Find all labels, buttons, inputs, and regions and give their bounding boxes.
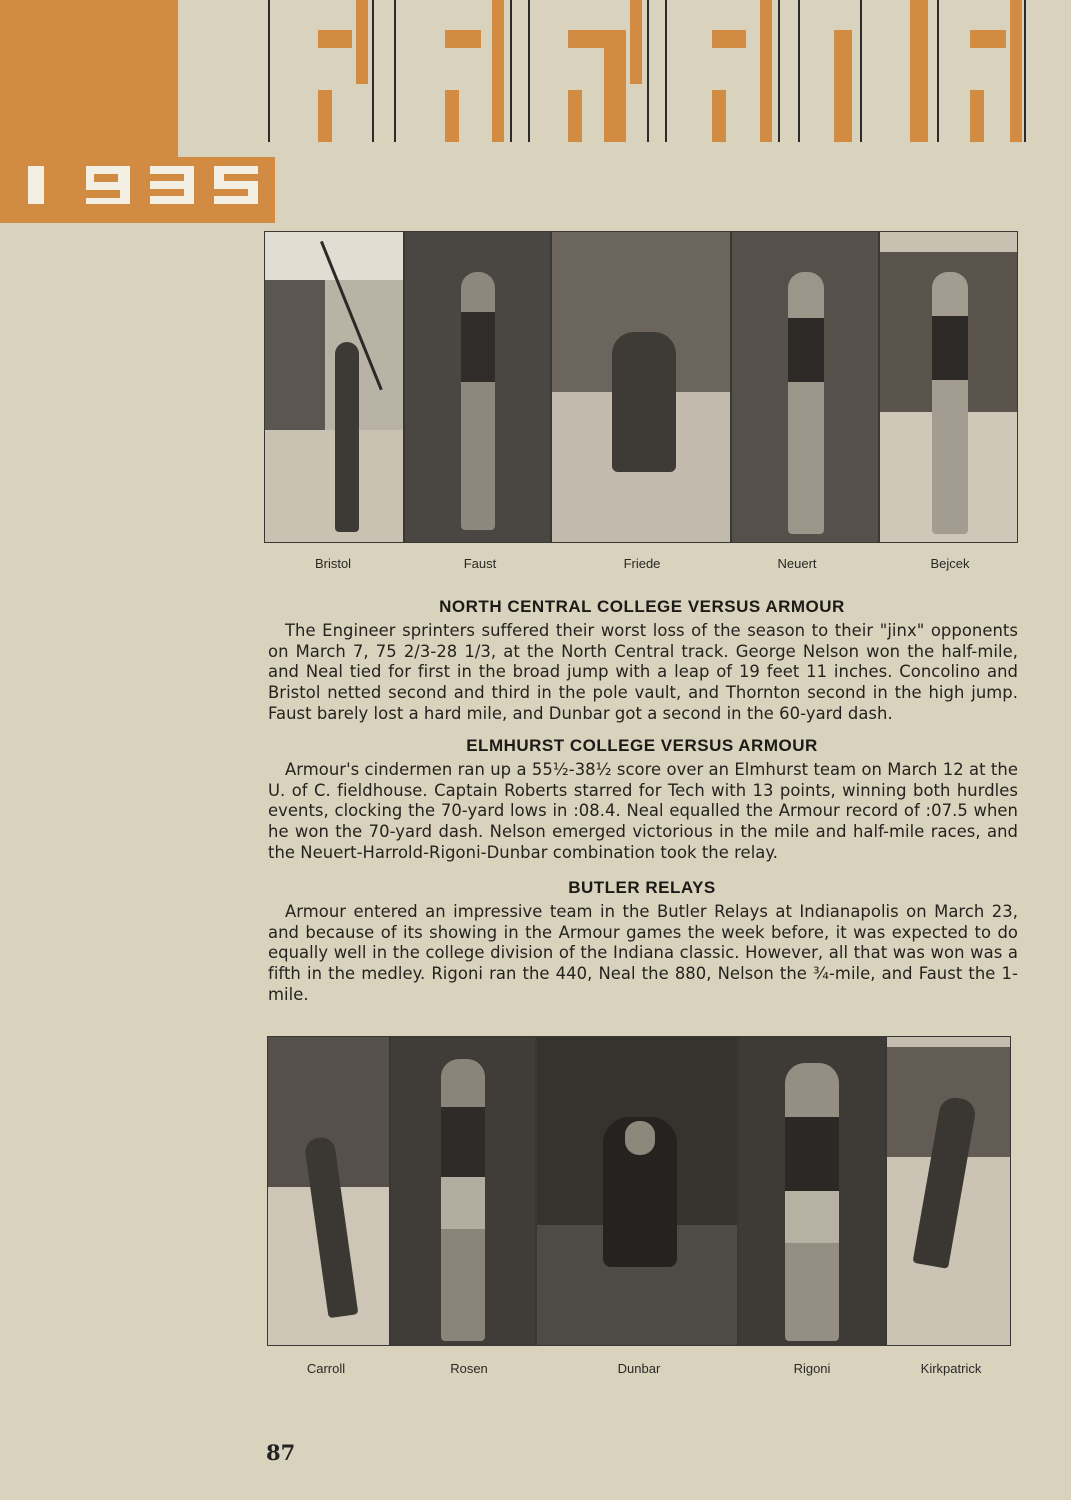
athlete-figure bbox=[335, 342, 359, 532]
header-rule bbox=[372, 0, 374, 142]
year-digit-1 bbox=[28, 166, 44, 204]
header-rule bbox=[268, 0, 270, 142]
section-heading: ELMHURST COLLEGE VERSUS ARMOUR bbox=[466, 736, 818, 755]
athlete-photo-rosen bbox=[390, 1036, 536, 1346]
header-bar bbox=[604, 30, 626, 142]
header-rule bbox=[665, 0, 667, 142]
athlete-figure bbox=[788, 272, 824, 534]
header-rule bbox=[647, 0, 649, 142]
year-digit-5 bbox=[214, 166, 258, 204]
header-rule bbox=[860, 0, 862, 142]
header-bar bbox=[492, 0, 504, 142]
athlete-photo-neuert bbox=[731, 231, 879, 543]
photo-caption: Rigoni bbox=[793, 1361, 831, 1376]
header-rule bbox=[510, 0, 512, 142]
photo-caption: Faust bbox=[463, 556, 497, 571]
header-bar bbox=[630, 0, 642, 84]
section-heading: BUTLER RELAYS bbox=[568, 878, 716, 897]
header-bar bbox=[834, 30, 852, 142]
athlete-photo-rigoni bbox=[738, 1036, 886, 1346]
header-bar bbox=[1010, 0, 1022, 142]
header-bar bbox=[318, 90, 332, 142]
athlete-figure bbox=[461, 272, 495, 530]
header-bar bbox=[910, 0, 928, 142]
header-bar bbox=[318, 30, 352, 48]
header-bar bbox=[712, 90, 726, 142]
athlete-photo-faust bbox=[404, 231, 551, 543]
athlete-photo-kirkpatrick bbox=[886, 1036, 1011, 1346]
year-digit-9 bbox=[86, 166, 130, 204]
header-bar bbox=[760, 0, 772, 142]
header-bar bbox=[970, 30, 1006, 48]
header-rule bbox=[937, 0, 939, 142]
header-bar bbox=[445, 90, 459, 142]
orange-corner-block bbox=[0, 0, 178, 157]
photo-caption: Kirkpatrick bbox=[920, 1361, 982, 1376]
athlete-photo-carroll bbox=[267, 1036, 390, 1346]
photo-caption: Rosen bbox=[450, 1361, 488, 1376]
header-bar bbox=[356, 0, 368, 84]
header-bar bbox=[445, 30, 481, 48]
photo-caption: Bristol bbox=[314, 556, 352, 571]
photo-caption: Carroll bbox=[306, 1361, 346, 1376]
athlete-photo-friede bbox=[551, 231, 731, 543]
year-digit-3 bbox=[150, 166, 194, 204]
section-heading: NORTH CENTRAL COLLEGE VERSUS ARMOUR bbox=[439, 597, 845, 616]
photo-caption: Bejcek bbox=[930, 556, 970, 571]
header-rule bbox=[1024, 0, 1026, 142]
photo-caption: Dunbar bbox=[617, 1361, 661, 1376]
athlete-figure bbox=[612, 332, 676, 472]
header-bar bbox=[712, 30, 746, 48]
header-rule bbox=[798, 0, 800, 142]
header-rule bbox=[394, 0, 396, 142]
section-body: Armour's cindermen ran up a 55½-38½ score over an Elmhurst team on March 12 at the U. of C. fieldhouse. Captain Roberts starred for Tech with 13 points, winning both hurdles events, clocking the 70-yard lows in :08.4. Neal equalled the Armour record of :07.5 when he won the 70-yard dash. Nelson emerged victorious in the mile and half-mile races, and the Neuert-Harrold-Rigoni-Dunbar combination took the relay. bbox=[268, 760, 1018, 862]
header-rule bbox=[528, 0, 530, 142]
header-bar bbox=[970, 90, 984, 142]
photo-caption: Neuert bbox=[777, 556, 817, 571]
page-number: 87 bbox=[266, 1440, 296, 1465]
header-bar bbox=[568, 30, 604, 48]
athlete-photo-dunbar bbox=[536, 1036, 738, 1346]
athlete-figure bbox=[932, 272, 968, 534]
section-body: Armour entered an impressive team in the Butler Relays at Indianapolis on March 23, and because of its showing in the Armour games the week before, it was expected to do equally well in the college division of the Indiana classic. However, all that was won was a fifth in the medley. Rigoni ran the 440, Neal the 880, Nelson the ¾-mile, and Faust the 1-mile. bbox=[268, 902, 1018, 1004]
header-bar bbox=[568, 90, 582, 142]
athlete-photo-bristol bbox=[264, 231, 404, 543]
header-rule bbox=[778, 0, 780, 142]
photo-caption: Friede bbox=[623, 556, 661, 571]
section-body: The Engineer sprinters suffered their worst loss of the season to their "jinx" opponents on March 7, 75 2/3-28 1/3, at the North Central track. George Nelson won the half-mile, and Neal tied for first in the broad jump with a leap of 19 feet 11 inches. Concolino and Bristol netted second and third in the pole vault, and Thornton second in the high jump. Faust barely lost a hard mile, and Dunbar got a second in the 60-yard dash. bbox=[268, 621, 1018, 723]
athlete-photo-bejcek bbox=[879, 231, 1018, 543]
